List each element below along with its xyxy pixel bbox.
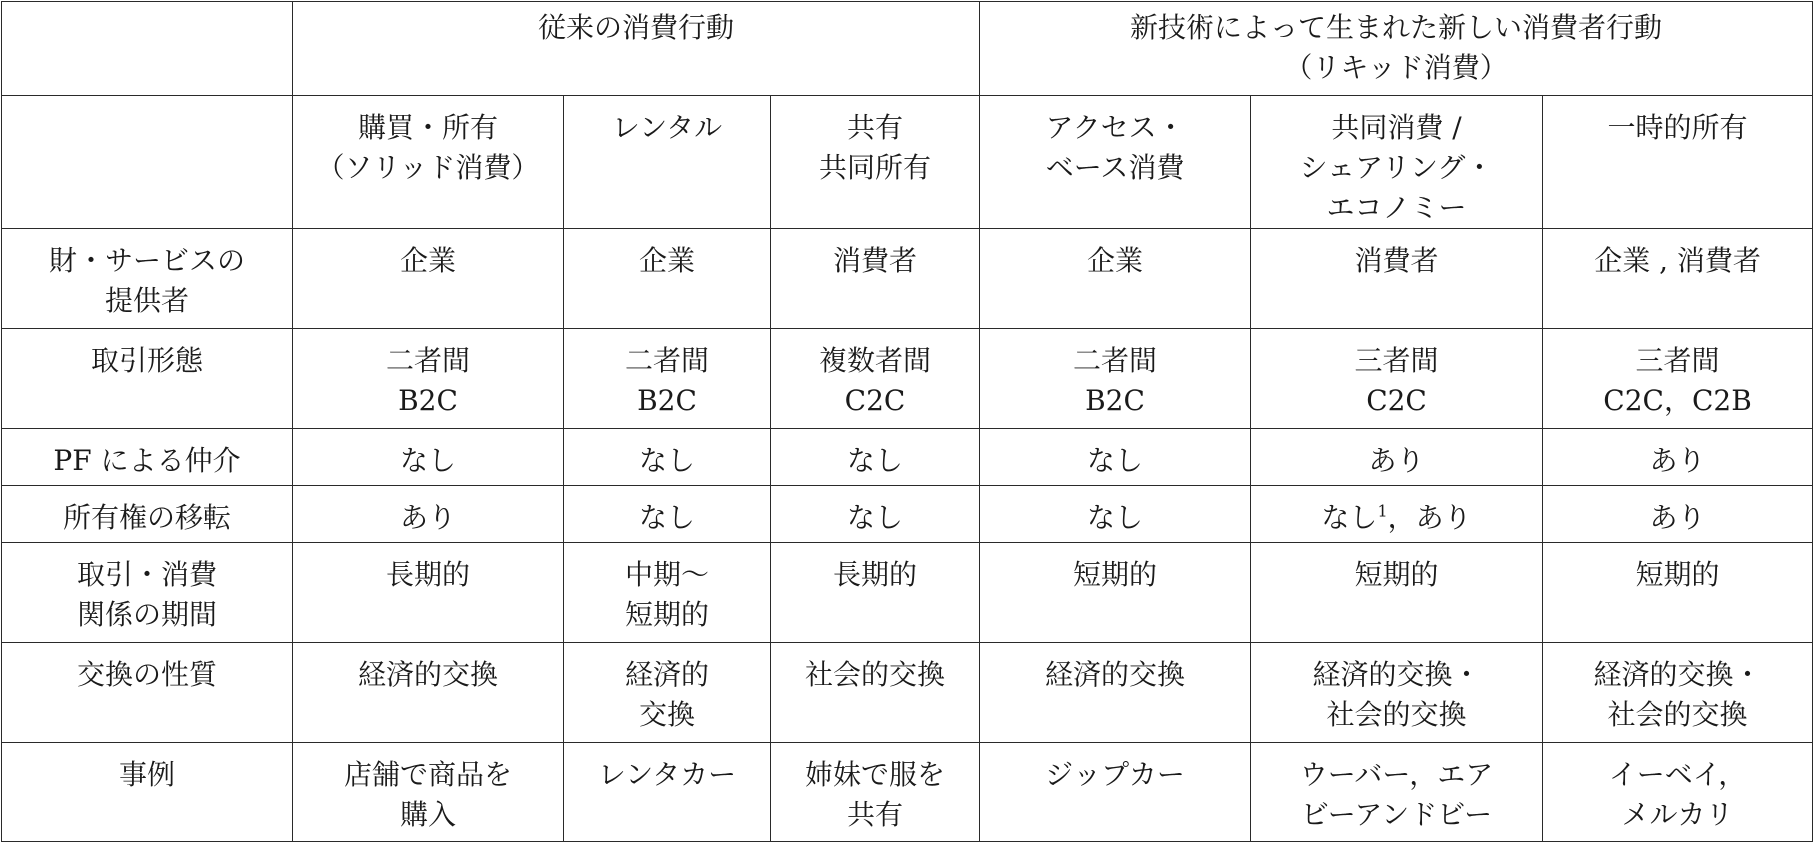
table-cell: 企業 , 消費者 [1543, 229, 1813, 329]
row-label: 交換の性質 [2, 643, 293, 743]
table-row-relationship-period [2, 543, 1813, 643]
table-row-ownership-transfer [2, 486, 1813, 543]
group-header-row [2, 2, 1813, 96]
table-row-examples [2, 743, 1813, 842]
table-cell: 短期的 [1543, 543, 1813, 643]
table-cell: なし [980, 429, 1251, 486]
row-label: PF による仲介 [2, 429, 293, 486]
corner-cell [2, 2, 293, 96]
row-label: 取引形態 [2, 329, 293, 429]
table-cell: なし [771, 429, 980, 486]
table-cell: あり [1543, 486, 1813, 543]
column-header-shared-ownership: 共有 共同所有 [771, 96, 980, 229]
column-header-purchase-ownership: 購買・所有 （ソリッド消費） [293, 96, 564, 229]
column-header-rental: レンタル [564, 96, 771, 229]
table-cell: 姉妹で服を 共有 [771, 743, 980, 842]
table-cell: なし [564, 429, 771, 486]
column-header-sharing-economy: 共同消費 / シェアリング・ エコノミー [1251, 96, 1543, 229]
table-cell: 企業 [293, 229, 564, 329]
column-header-temporary-ownership: 一時的所有 [1543, 96, 1813, 229]
footnote-marker: 1 [1377, 501, 1388, 521]
table-cell: なし [771, 486, 980, 543]
table-cell: ジップカー [980, 743, 1251, 842]
table-cell: 長期的 [293, 543, 564, 643]
table-cell-with-footnote [1251, 486, 1543, 543]
row-label: 財・サービスの 提供者 [2, 229, 293, 329]
table-cell: 消費者 [1251, 229, 1543, 329]
table-cell: 経済的交換 [980, 643, 1251, 743]
subheader-corner-cell [2, 96, 293, 229]
table-cell: 短期的 [1251, 543, 1543, 643]
column-header-row [2, 96, 1813, 229]
table-cell: 社会的交換 [771, 643, 980, 743]
table-cell: あり [1251, 429, 1543, 486]
table-cell: 二者間 B2C [293, 329, 564, 429]
row-label: 事例 [2, 743, 293, 842]
table-cell: 三者間 C2C [1251, 329, 1543, 429]
cell-text: ，あり [1387, 501, 1472, 534]
table-cell: ウーバー，エア ビーアンドビー [1251, 743, 1543, 842]
table-cell: 複数者間 C2C [771, 329, 980, 429]
table-cell: 中期～ 短期的 [564, 543, 771, 643]
traditional-behavior-header: 従来の消費行動 [293, 2, 980, 96]
row-label: 所有権の移転 [2, 486, 293, 543]
table-cell: 企業 [980, 229, 1251, 329]
table-row-exchange-nature [2, 643, 1813, 743]
table-cell: 長期的 [771, 543, 980, 643]
column-header-access-based: アクセス・ ベース消費 [980, 96, 1251, 229]
table-row-provider [2, 229, 1813, 329]
table-cell: 二者間 B2C [564, 329, 771, 429]
row-label: 取引・消費 関係の期間 [2, 543, 293, 643]
table-cell: なし [980, 486, 1251, 543]
table-cell: レンタカー [564, 743, 771, 842]
cell-text: なし [1321, 501, 1378, 534]
table-cell: なし [293, 429, 564, 486]
consumption-behavior-table [1, 1, 1813, 842]
table-row-platform-mediation [2, 429, 1813, 486]
table-cell: 経済的 交換 [564, 643, 771, 743]
table-cell: イーベイ， メルカリ [1543, 743, 1813, 842]
new-behavior-header: 新技術によって生まれた新しい消費者行動 （リキッド消費） [980, 2, 1813, 96]
table-cell: あり [293, 486, 564, 543]
table-cell: 短期的 [980, 543, 1251, 643]
table-cell: あり [1543, 429, 1813, 486]
table-cell: なし [564, 486, 771, 543]
table-cell: 経済的交換・ 社会的交換 [1543, 643, 1813, 743]
table-cell: 二者間 B2C [980, 329, 1251, 429]
table-cell: 企業 [564, 229, 771, 329]
table-cell: 店舗で商品を 購入 [293, 743, 564, 842]
table-cell: 消費者 [771, 229, 980, 329]
table-cell: 三者間 C2C，C2B [1543, 329, 1813, 429]
table-row-transaction-type [2, 329, 1813, 429]
table-cell: 経済的交換 [293, 643, 564, 743]
table-cell: 経済的交換・ 社会的交換 [1251, 643, 1543, 743]
